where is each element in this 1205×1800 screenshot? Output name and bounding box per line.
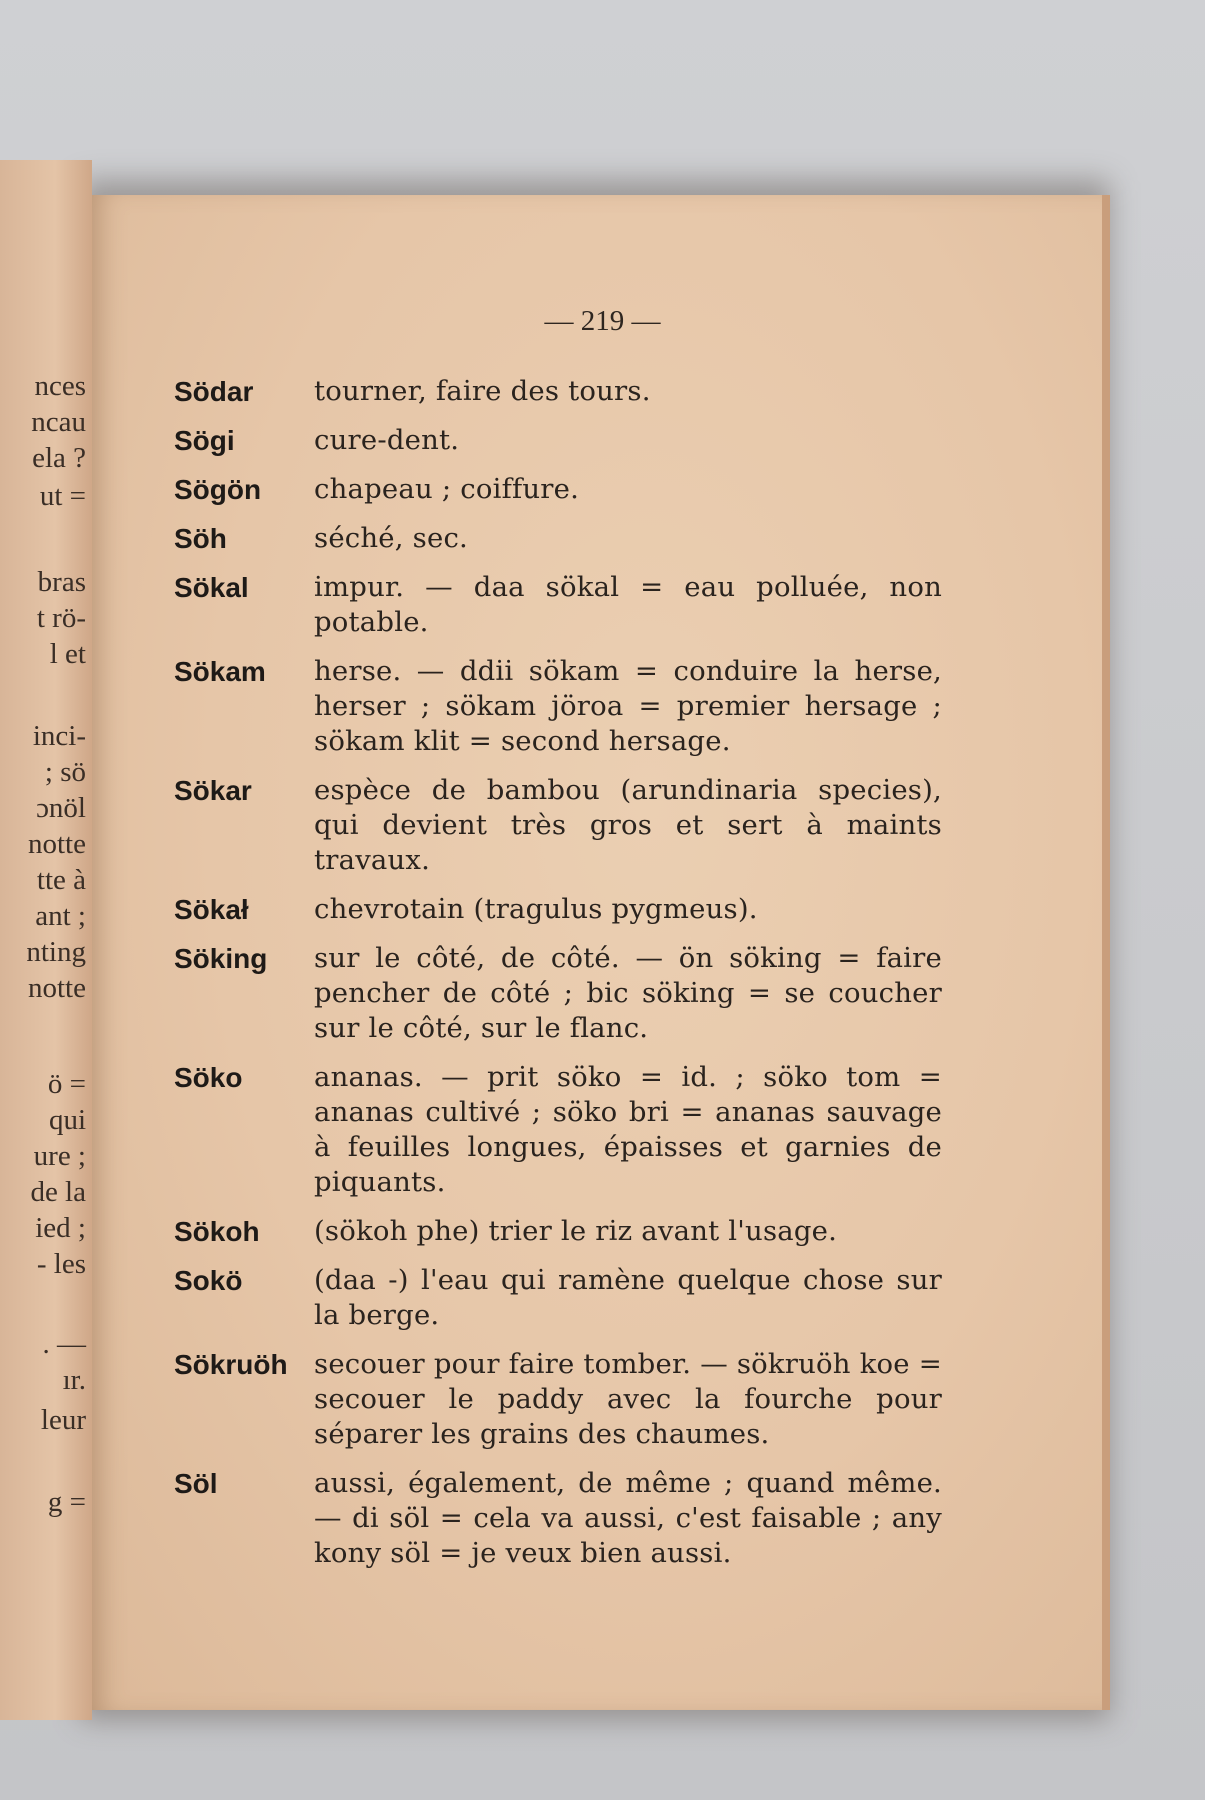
dictionary-entry	[174, 941, 942, 1046]
entry-headword: Sokӧ	[174, 1265, 243, 1296]
entry-definition: sur le côté, de côté. — ӧn sӧking = faire pencher de côté ; bic sӧking = se coucher sur le côté, sur le flanc.	[314, 942, 942, 1044]
entry-definition: chapeau ; coiffure.	[314, 473, 580, 505]
entry-headword: Sӧkruӧh	[174, 1349, 288, 1380]
left-page-text: ncau	[31, 406, 86, 438]
left-page-text: - les	[36, 1248, 86, 1280]
dictionary-entry	[174, 521, 942, 556]
left-page-text: ır.	[62, 1364, 86, 1396]
entry-headword: Sӧgi	[174, 425, 235, 456]
entry-definition: séché, sec.	[314, 522, 468, 554]
entry-definition: (sӧkoh phe) trier le riz avant l'usage.	[314, 1215, 838, 1247]
dictionary-entry	[174, 654, 942, 759]
left-page-text: notte	[28, 828, 86, 860]
left-page-text: ela ?	[32, 442, 86, 474]
entry-definition: (daa -) l'eau qui ramène quelque chose sur la berge.	[314, 1264, 942, 1331]
left-page-text: ied ;	[35, 1212, 86, 1244]
entry-headword: Sӧkar	[174, 775, 252, 806]
left-page-text: ure ;	[33, 1140, 86, 1172]
left-page-edge	[0, 160, 92, 1720]
left-page-text: de la	[30, 1176, 86, 1208]
dictionary-entry	[174, 1214, 942, 1249]
dictionary-entry	[174, 423, 942, 458]
dictionary-entry	[174, 1263, 942, 1333]
left-page-text: ut =	[39, 480, 86, 512]
left-page-text: nces	[34, 370, 86, 402]
entry-headword: Sӧkał	[174, 894, 249, 925]
dictionary-entry	[174, 374, 942, 409]
dictionary-entry	[174, 1347, 942, 1452]
entry-headword: Sӧko	[174, 1062, 243, 1093]
dictionary-entry	[174, 472, 942, 507]
entry-definition: secouer pour faire tomber. — sӧkruӧh koe = secouer le paddy avec la fourche pour séparer les grains des chaumes.	[314, 1348, 942, 1450]
dictionary-entry	[174, 1060, 942, 1200]
dictionary-entry	[174, 892, 942, 927]
left-page-text: inci-	[32, 720, 86, 752]
left-page-text: g =	[47, 1486, 86, 1518]
left-page-text: ; sö	[44, 756, 86, 788]
entry-definition: aussi, également, de même ; quand même. — di sӧl = cela va aussi, c'est faisable ; any kony sӧl = je veux bien aussi.	[314, 1467, 942, 1569]
left-page-text: . —	[42, 1328, 86, 1360]
entry-definition: espèce de bambou (arundinaria species), qui devient très gros et sert à maints travaux.	[314, 774, 942, 876]
entry-headword: Sӧkoh	[174, 1216, 260, 1247]
entry-definition: ananas. — prit sӧko = id. ; sӧko tom = ananas cultivé ; sӧko bri = ananas sauvage à feuilles longues, épaisses et garnies de piquants.	[314, 1061, 942, 1198]
left-page-text: ö =	[47, 1068, 86, 1100]
dictionary-entry	[174, 1466, 942, 1571]
page-number: — 219 —	[544, 305, 661, 337]
left-page-text: ant ;	[35, 900, 86, 932]
entry-headword: Sӧh	[174, 523, 227, 554]
entry-definition: cure-dent.	[314, 424, 460, 456]
left-page-text: bras	[37, 566, 86, 598]
entry-headword: Sӧl	[174, 1468, 218, 1499]
dictionary-entry	[174, 570, 942, 640]
left-page-text: l et	[49, 638, 86, 670]
entry-headword: Sӧkal	[174, 572, 249, 603]
entry-definition: impur. — daa sӧkal = eau polluée, non potable.	[314, 571, 942, 638]
dictionary-entry	[174, 773, 942, 878]
entry-definition: tourner, faire des tours.	[314, 375, 651, 407]
entry-definition: chevrotain (tragulus pygmeus).	[314, 893, 758, 925]
left-page-text: nting	[26, 936, 86, 968]
dictionary-entries	[174, 374, 942, 1571]
entry-headword: Sӧdar	[174, 376, 254, 407]
left-page-text: ɔnöl	[36, 792, 86, 824]
entry-headword: Sӧkam	[174, 656, 266, 687]
left-page-text: tte à	[36, 864, 86, 896]
entry-headword: Sӧking	[174, 943, 268, 974]
left-page-text: t rö-	[36, 602, 86, 634]
left-page-text: qui	[48, 1104, 86, 1136]
entry-definition: herse. — ddii sӧkam = conduire la herse, herser ; sӧkam jӧroa = premier hersage ; sӧkam klit = second hersage.	[314, 655, 942, 757]
entry-headword: Sӧgӧn	[174, 474, 262, 505]
left-page-text: notte	[28, 972, 86, 1004]
left-page-text: leur	[40, 1404, 86, 1436]
